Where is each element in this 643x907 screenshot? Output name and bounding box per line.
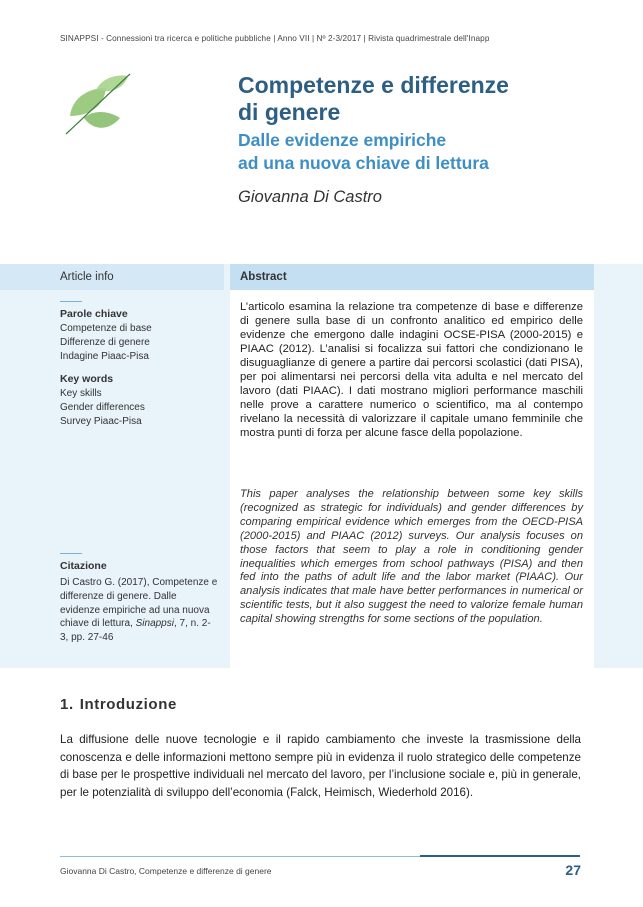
- abstract-italian: L’articolo esamina la relazione tra competenze di base e differenze di genere sulla base di un confronto analitico ed empirico delle evidenze che emergono dalle indagini OCSE-PISA (2000-2015) e PIAAC (2012). L’analisi si focalizza sui fattori che condizionano le disuguaglianze di genere a partire dai percorsi scolastici (dati PISA), per poi alimentarsi nei percorsi della vita adulta e nel mercato del lavoro (dati PIAAC). I dati mostrano migliori performance maschili nelle prove a carattere numerico o scientifico, ma al contempo rivelano la necessità di valorizzare il capitale umano femminile che mostra punti di forza per alcune fasce della popolazione.: [240, 301, 583, 439]
- footer-accent-rule: [420, 855, 580, 857]
- section-number: 1.: [60, 696, 74, 713]
- footer-text: Giovanna Di Castro, Competenze e differenze di genere: [60, 866, 272, 876]
- section-title: Introduzione: [79, 696, 177, 713]
- leaf-shape-top: [96, 76, 128, 92]
- article-title: [238, 72, 598, 126]
- body-paragraph: La diffusione delle nuove tecnologie e il rapido cambiamento che investe la trasmissione della conoscenza e delle informazioni mettono sempre più in evidenza il ruolo strategico delle competenze di base per le prospettive individuali nel mercato del lavoro, per l’inclusione sociale e, più in generale, per le potenzialità di sviluppo dell’economia (Falck, Heimisch, Wiederhold 2016).: [60, 733, 581, 799]
- subtitle-line-2: ad una nuova chiave di lettura: [238, 153, 489, 173]
- citation-text: [60, 576, 218, 645]
- title-block: [238, 72, 598, 207]
- keyword-en-1: Key skills: [60, 388, 102, 399]
- leaf-logo-icon: [62, 72, 134, 136]
- leaf-shape-bottom: [84, 112, 120, 128]
- citation-volume: , 7, n. 2-3, pp. 27-46: [60, 618, 211, 644]
- keyword-en-2: Gender differences: [60, 402, 145, 413]
- section-heading: [60, 696, 177, 713]
- title-line-2: di genere: [238, 99, 341, 125]
- keyword-it-3: Indagine Piaac-Pisa: [60, 351, 149, 362]
- parole-chiave-heading: Parole chiave: [60, 308, 128, 320]
- citazione-heading: Citazione: [60, 560, 107, 572]
- abstract-title: Abstract: [240, 271, 287, 283]
- article-subtitle: [238, 129, 598, 175]
- citation-journal: Sinappsi: [135, 618, 174, 630]
- key-words-heading: Key words: [60, 373, 114, 385]
- title-line-1: Competenze e differenze: [238, 72, 509, 98]
- keyword-en-3: Survey Piaac-Pisa: [60, 416, 142, 427]
- divider: [60, 301, 82, 302]
- running-head: SINAPPSI - Connessioni tra ricerca e politiche pubbliche | Anno VII | Nº 2-3/2017 | Rivista quadrimestrale dell'Inapp: [60, 34, 490, 43]
- author: Giovanna Di Castro: [238, 188, 382, 206]
- subtitle-line-1: Dalle evidenze empiriche: [238, 130, 447, 150]
- citation-main: Di Castro G. (2017), Competenze e differenze di genere. Dalle evidenze empiriche ad una nuova chiave di lettura,: [60, 577, 218, 630]
- keyword-it-1: Competenze di base: [60, 323, 152, 334]
- divider: [60, 553, 82, 554]
- abstract-english: This paper analyses the relationship between some key skills (recognized as strategic for individuals) and gender differences by comparing empirical evidence which emerges from the OECD-PISA (2000-2015) and PIAAC (2012) surveys. Our analysis focuses on those factors that seem to play a role in conditioning gender inequalities which emerges from school pathways (PISA) and then fed into the paths of adult life and the labor market (PIAAC). Our analysis indicates that male have better performances in numerical or scientific tests, but it also suggest the need to valorize female human capital showing strengths for some sections of the population.: [240, 488, 583, 626]
- keyword-it-2: Differenze di genere: [60, 337, 150, 348]
- article-info-title: Article info: [60, 271, 114, 283]
- page-number: 27: [565, 862, 581, 878]
